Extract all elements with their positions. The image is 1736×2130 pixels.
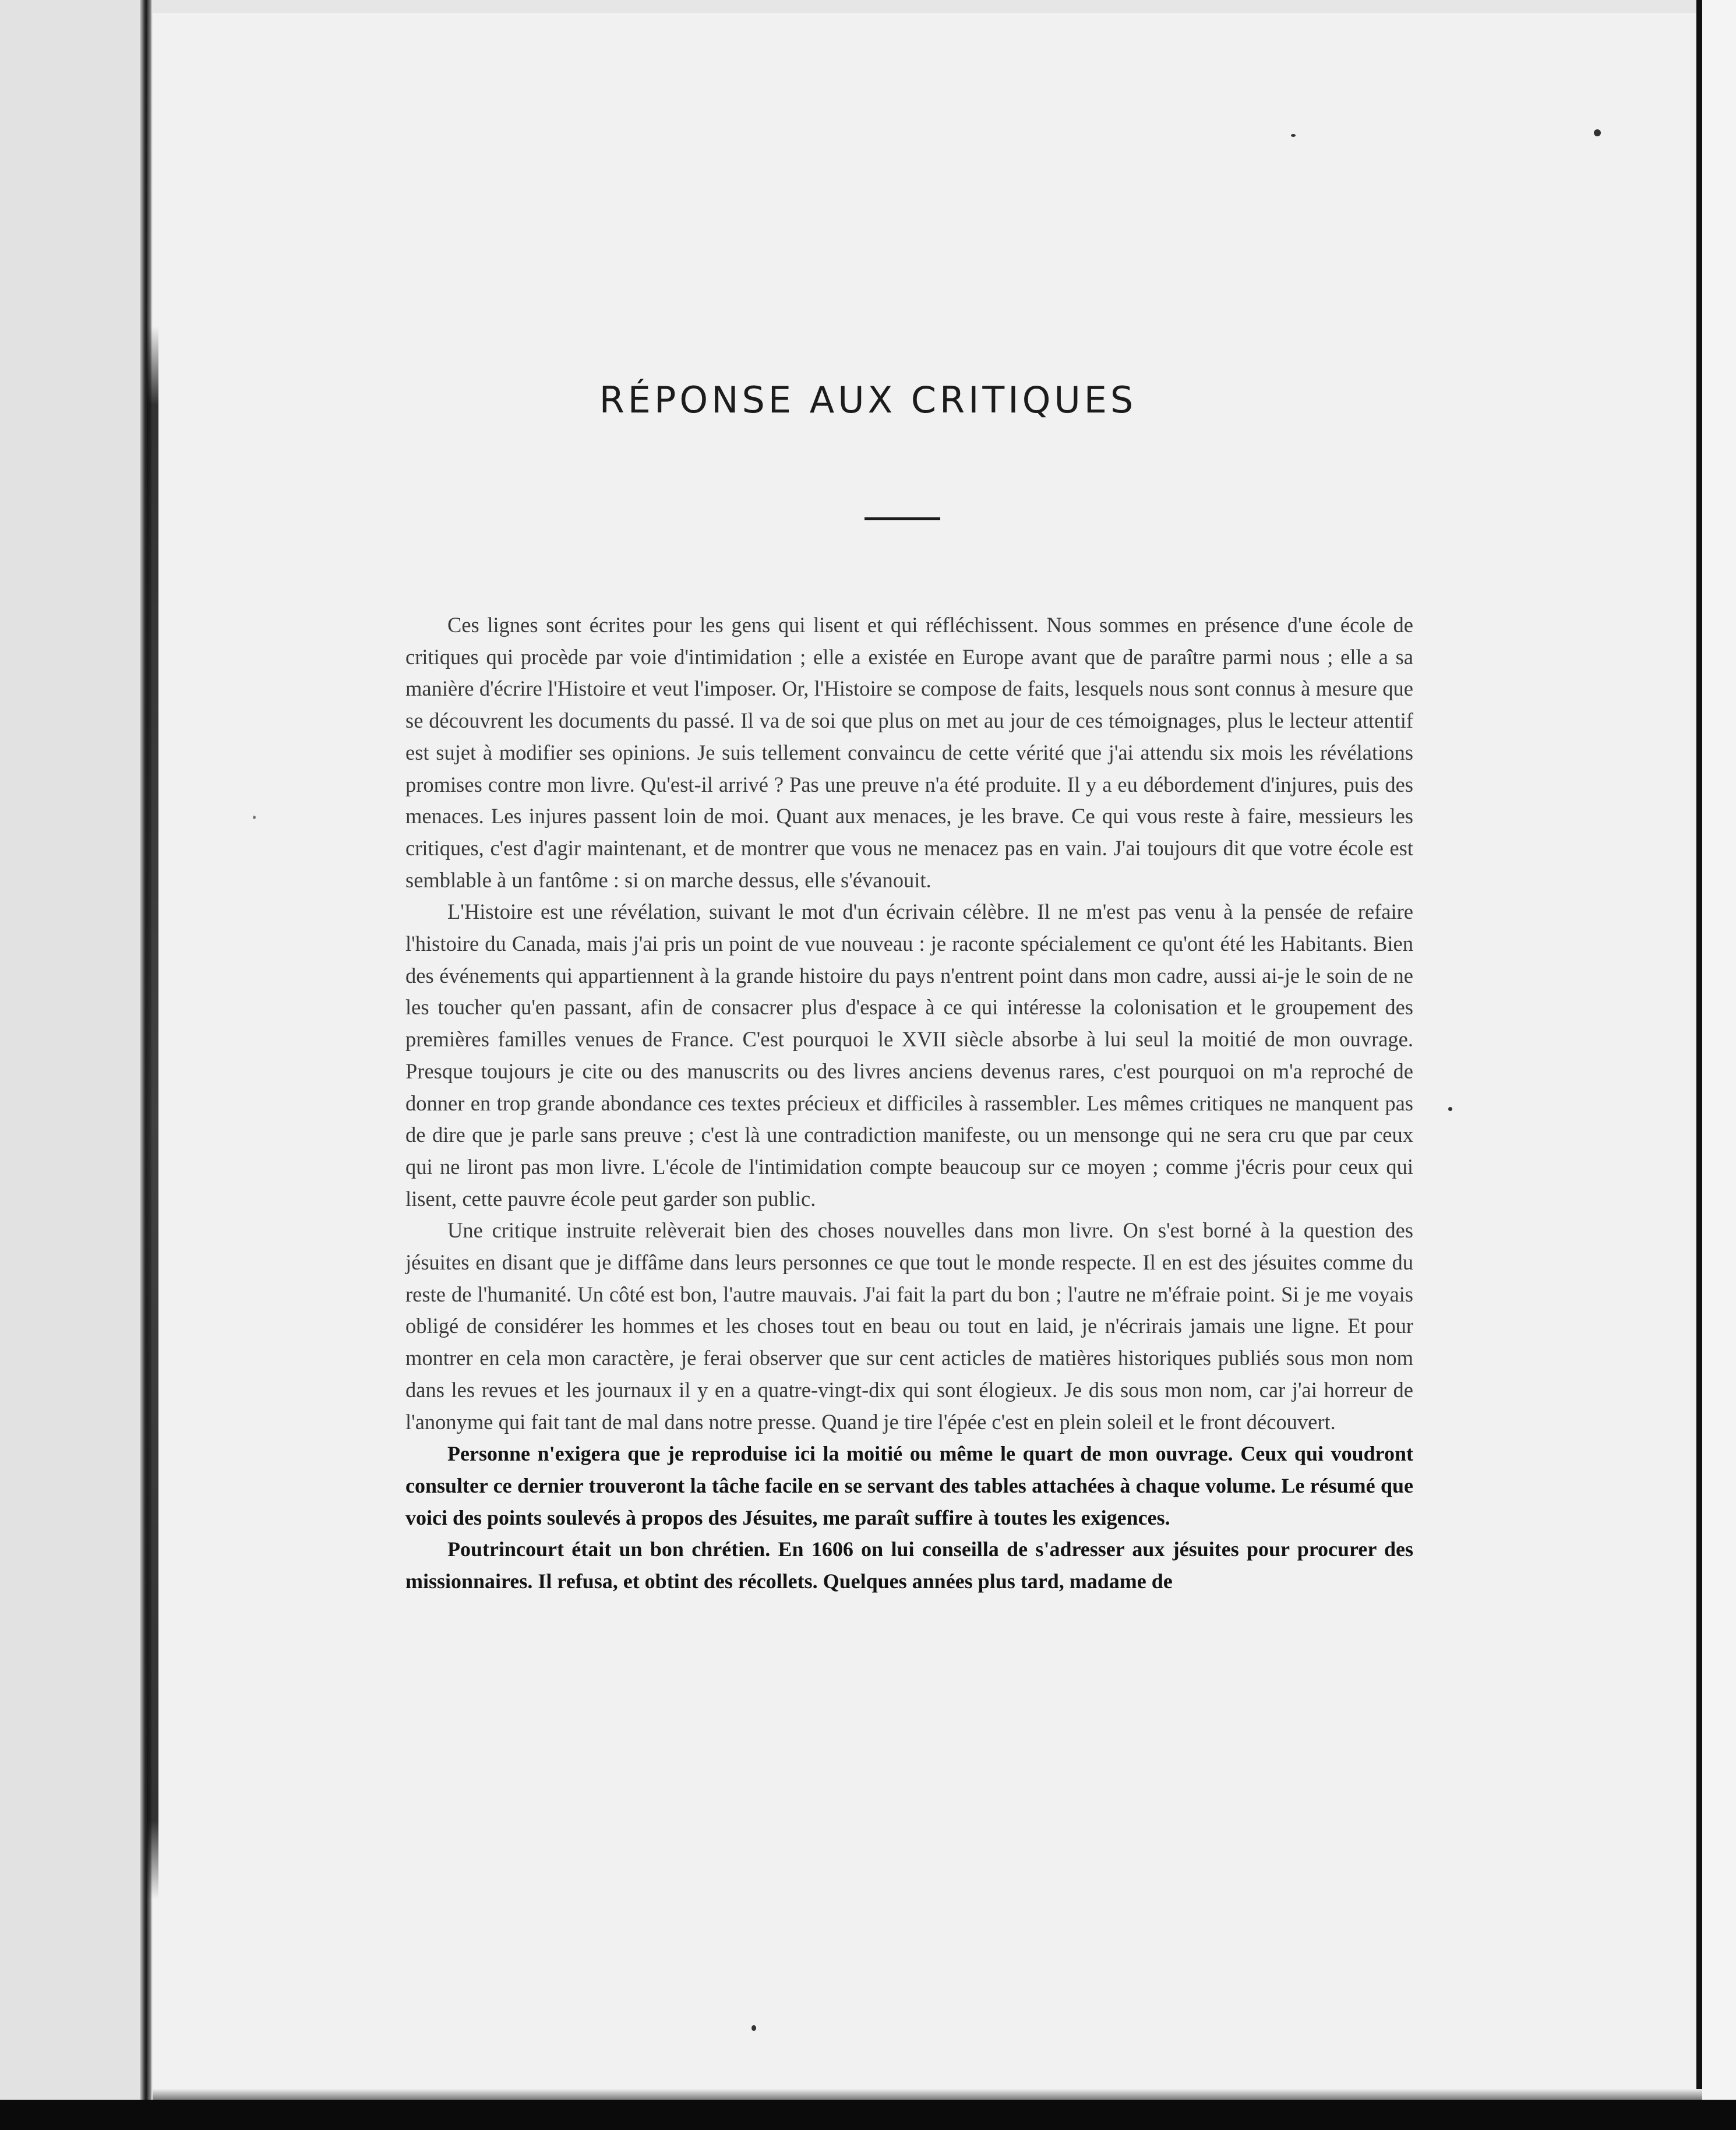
title-divider	[865, 517, 940, 520]
dust-speck	[751, 2025, 756, 2031]
page-title: RÉPONSE AUX CRITIQUES	[599, 379, 1137, 421]
paragraph: L'Histoire est une révélation, suivant le mot d'un écrivain célèbre. Il ne m'est pas venu à la pensée de refaire l'histoire du Canada, mais j'ai pris un point de vue nouveau : je raconte spécialement ce qu'ont été les Habitants. Bien des événements qui appartiennent à la grande histoire du pays n'entrent point dans mon cadre, aussi ai-je le soin de ne les toucher qu'en passant, afin de consacrer plus d'espace à ce qui intéresse la colonisation et le groupement des premières familles venues de France. C'est pourquoi le XVII siècle absorbe à lui seul la moitié de mon ouvrage. Presque toujours je cite ou des manuscrits ou des livres anciens devenus rares, c'est pourquoi on m'a reproché de donner en trop grande abondance ces textes précieux et difficiles à rassembler. Les mêmes critiques ne manquent pas de dire que je parle sans preuve ; c'est là une contradiction manifeste, ou un mensonge qui ne sera cru que par ceux qui ne liront pas mon livre. L'école de l'intimidation compte beaucoup sur ce moyen ; comme j'écris pour ceux qui lisent, cette pauvre école peut garder son public.	[405, 900, 1413, 1211]
dust-speck	[1594, 129, 1601, 136]
paragraph: Une critique instruite relèverait bien des choses nouvelles dans mon livre. On s'est borné à la question des jésuites en disant que je diffâme dans leurs personnes ce que tout le monde respecte. Il en est des jésuites comme du reste de l'humanité. Un côté est bon, l'autre mauvais. J'ai fait la part du bon ; l'autre ne m'éfraie point. Si je me voyais obligé de considérer les hommes et les choses tout en beau ou tout en laid, je n'écrirais jamais une ligne. Et pour montrer en cela mon caractère, je ferai observer que sur cent acticles de matières historiques publiés sous mon nom dans les revues et les journaux il y en a quatre-vingt-dix qui sont élogieux. Je dis sous mon nom, car j'ai horreur de l'anonyme qui fait tant de mal dans notre presse. Quand je tire l'épée c'est en plein soleil et le front découvert.	[405, 1218, 1413, 1434]
paragraph: Personne n'exigera que je reproduise ici la moitié ou même le quart de mon ouvrage. Ceux qui voudront consulter ce dernier trouveront la tâche facile en se servant des tables attachées à chaque volume. Le résumé que voici des points soulevés à propos des Jésuites, me paraît suffire à toutes les exigences.	[405, 1442, 1413, 1529]
right-scan-border	[1696, 0, 1736, 2130]
scanner-margin	[0, 0, 144, 2130]
dust-speck	[1291, 134, 1296, 137]
paragraph: Poutrincourt était un bon chrétien. En 1606 on lui conseilla de s'adresser aux jésuites pour procurer des missionnaires. Il refusa, et obtint des récollets. Quelques années plus tard, madame de	[405, 1537, 1413, 1593]
page-bottom-edge	[153, 2089, 1702, 2100]
paragraph: Ces lignes sont écrites pour les gens qui lisent et qui réfléchissent. Nous sommes en présence d'une école de critiques qui procède par voie d'intimidation ; elle a existée en Europe avant que de paraître parmi nous ; elle a sa manière d'écrire l'Histoire et veut l'imposer. Or, l'Histoire se compose de faits, lesquels nous sont connus à mesure que se découvrent les documents du passé. Il va de soi que plus on met au jour de ces témoignages, plus le lecteur attentif est sujet à modifier ses opinions. Je suis tellement convaincu de cette vérité que j'ai attendu six mois les révélations promises contre mon livre. Qu'est-il arrivé ? Pas une preuve n'a été produite. Il y a eu débordement d'injures, puis des menaces. Les injures passent loin de moi. Quant aux menaces, je les brave. Ce qui vous reste à faire, messieurs les critiques, c'est d'agir maintenant, et de montrer que vous ne menacez pas en vain. J'ai toujours dit que votre école est semblable à un fantôme : si on marche dessus, elle s'évanouit.	[405, 613, 1413, 892]
dust-speck	[253, 816, 256, 819]
page-gutter-shadow	[147, 326, 158, 1899]
document-body	[405, 609, 1413, 1598]
dust-speck	[1448, 1107, 1452, 1111]
bottom-scan-border	[0, 2100, 1736, 2130]
